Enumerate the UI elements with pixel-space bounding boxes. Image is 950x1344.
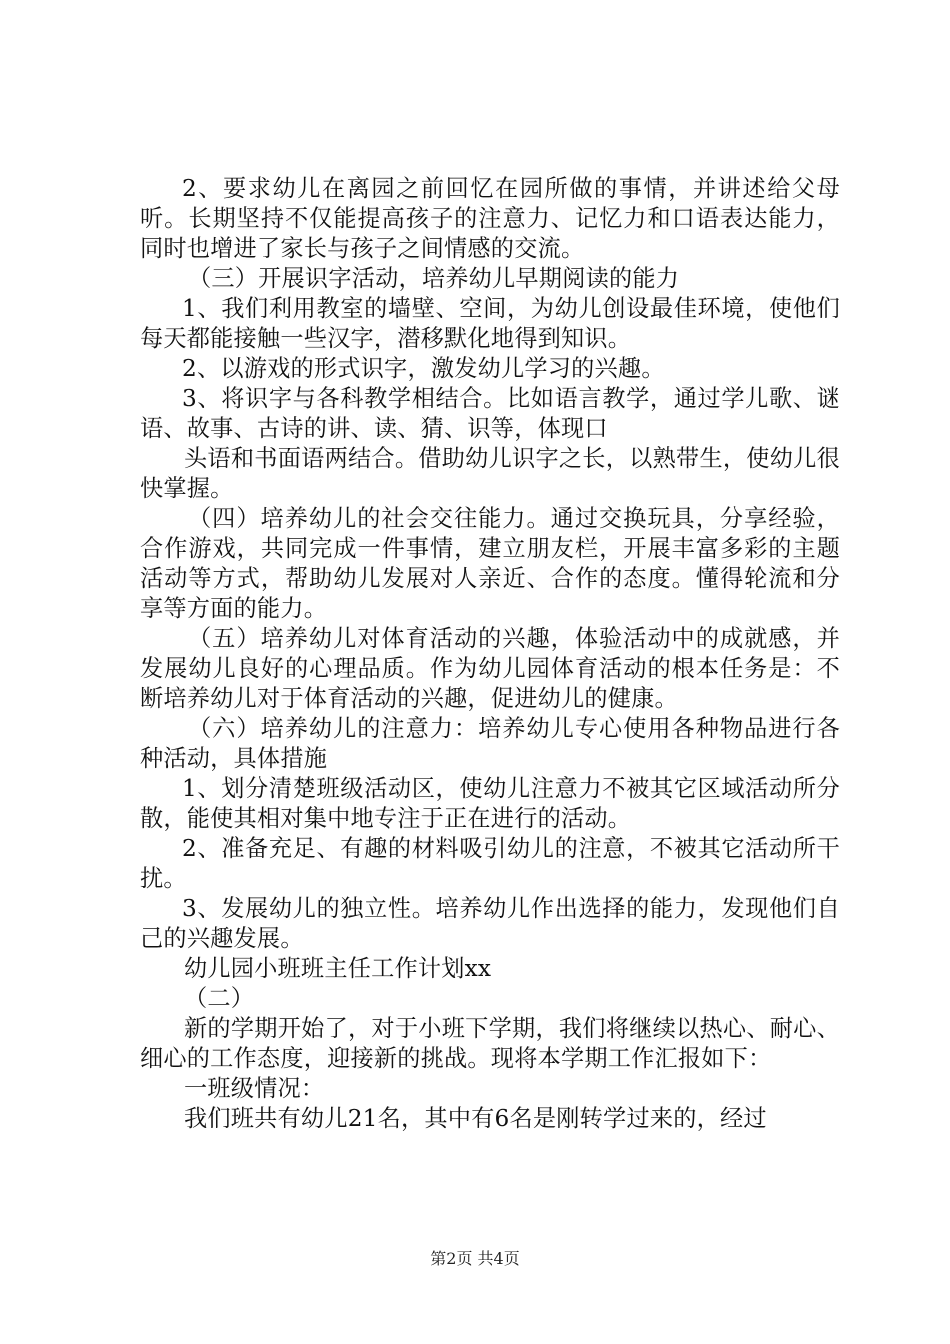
paragraph: 3、发展幼儿的独立性。培养幼儿作出选择的能力，发现他们自己的兴趣发展。: [140, 895, 840, 952]
paragraph: 头语和书面语两结合。借助幼儿识字之长，以熟带生，使幼儿很快掌握。: [140, 445, 840, 502]
paragraph: 1、划分清楚班级活动区，使幼儿注意力不被其它区域活动所分散，能使其相对集中地专注于正在进行的活动。: [140, 775, 840, 832]
paragraph: 2、要求幼儿在离园之前回忆在园所做的事情，并讲述给父母听。长期坚持不仅能提高孩子的注意力、记忆力和口语表达能力，同时也增进了家长与孩子之间情感的交流。: [140, 175, 840, 262]
paragraph: （五）培养幼儿对体育活动的兴趣，体验活动中的成就感，并发展幼儿良好的心理品质。作为幼儿园体育活动的根本任务是：不断培养幼儿对于体育活动的兴趣，促进幼儿的健康。: [140, 625, 840, 712]
paragraph: 我们班共有幼儿21名，其中有6名是刚转学过来的，经过: [184, 1105, 767, 1132]
paragraph: 1、我们利用教室的墙壁、空间，为幼儿创设最佳环境，使他们每天都能接触一些汉字，潜移默化地得到知识。: [140, 295, 840, 352]
page-footer: 第2页 共4页: [430, 1249, 520, 1268]
paragraph: 2、以游戏的形式识字，激发幼儿学习的兴趣。: [182, 355, 665, 382]
paragraph: （二）: [184, 985, 255, 1012]
paragraph: （四）培养幼儿的社会交往能力。通过交换玩具，分享经验，合作游戏，共同完成一件事情，建立朋友栏，开展丰富多彩的主题活动等方式，帮助幼儿发展对人亲近、合作的态度。懂得轮流和分享等方面的能力。: [140, 505, 840, 622]
paragraph: 一班级情况：: [184, 1075, 325, 1102]
paragraph: 幼儿园小班班主任工作计划xx: [184, 955, 492, 982]
paragraph: 2、准备充足、有趣的材料吸引幼儿的注意，不被其它活动所干扰。: [140, 835, 840, 892]
paragraph: 3、将识字与各科教学相结合。比如语言教学，通过学儿歌、谜语、故事、古诗的讲、读、猜、识等，体现口: [140, 385, 840, 442]
paragraph: （三）开展识字活动，培养幼儿早期阅读的能力: [188, 265, 680, 292]
paragraph: （六）培养幼儿的注意力：培养幼儿专心使用各种物品进行各种活动，具体措施: [140, 715, 840, 772]
document-body: [140, 174, 840, 1134]
paragraph: 新的学期开始了，对于小班下学期，我们将继续以热心、耐心、细心的工作态度，迎接新的挑战。现将本学期工作汇报如下：: [140, 1015, 840, 1072]
